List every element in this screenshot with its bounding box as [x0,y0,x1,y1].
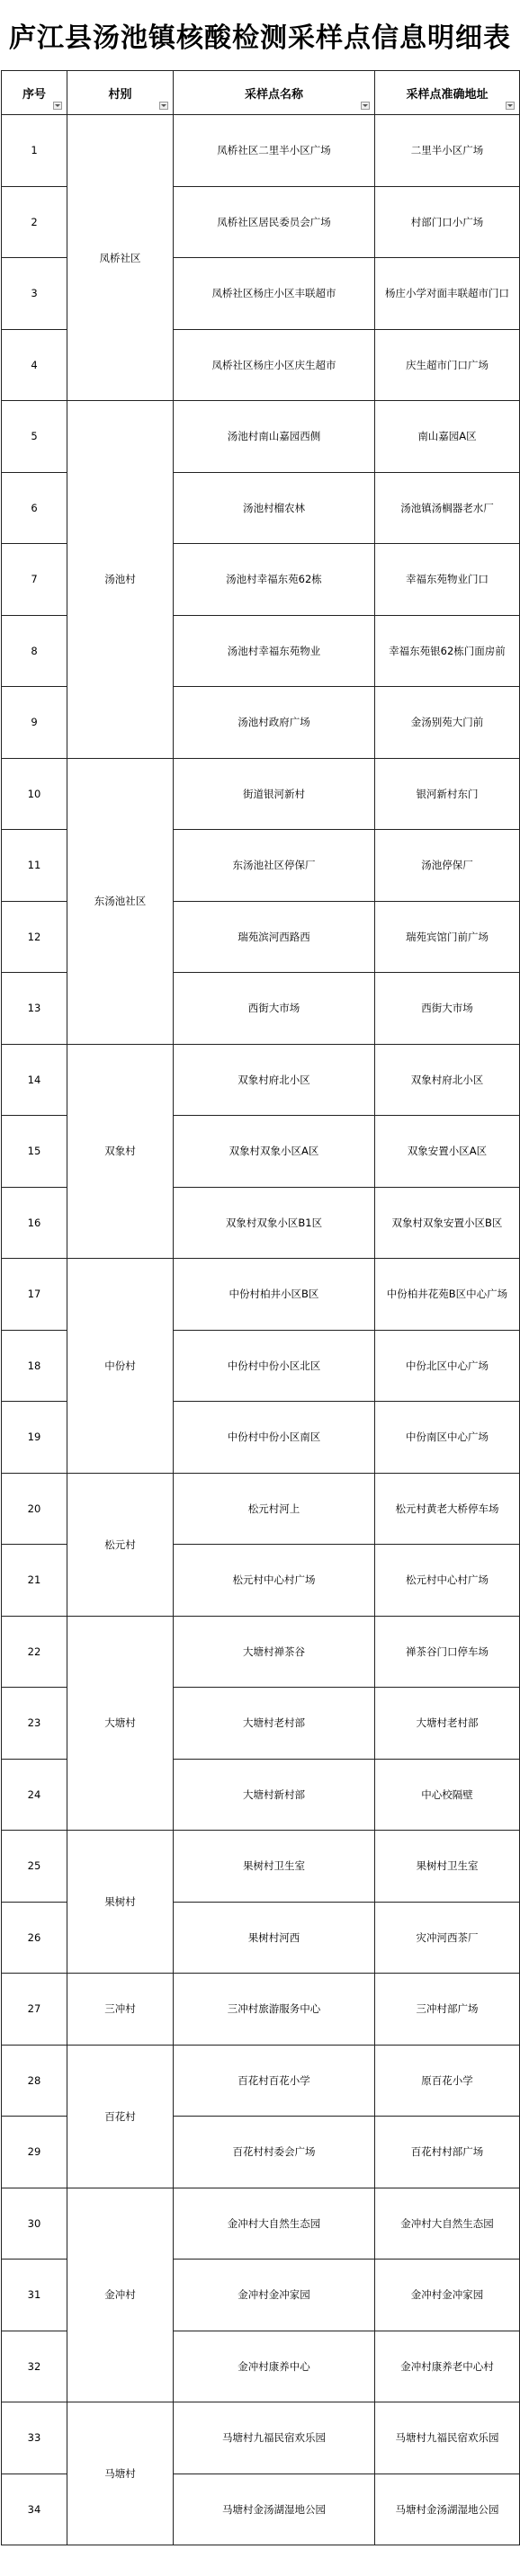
cell-no: 14 [2,1044,67,1116]
cell-site-name: 中份村中份小区北区 [174,1330,375,1402]
cell-site-name: 中份村柏井小区B区 [174,1259,375,1331]
filter-dropdown-icon[interactable] [159,102,168,110]
cell-site-name: 汤池村幸福东苑62栋 [174,544,375,616]
cell-site-name: 松元村中心村广场 [174,1545,375,1617]
cell-no: 28 [2,2045,67,2117]
cell-site-name: 汤池村南山嘉园西侧 [174,401,375,473]
cell-site-name: 凤桥社区二里半小区广场 [174,115,375,187]
cell-no: 33 [2,2402,67,2474]
cell-no: 13 [2,973,67,1045]
cell-site-name: 金冲村康养中心 [174,2331,375,2402]
cell-village: 金冲村 [67,2188,174,2402]
cell-village: 东汤池社区 [67,758,174,1044]
cell-no: 34 [2,2473,67,2545]
table-row [2,401,520,473]
cell-site-address: 禅茶谷门口停车场 [375,1616,520,1688]
header-village-label: 村别 [108,87,132,102]
cell-no: 24 [2,1759,67,1831]
cell-site-address: 金冲村康养老中心村 [375,2331,520,2402]
cell-site-address: 庆生超市门口广场 [375,329,520,401]
cell-village: 凤桥社区 [67,115,174,401]
cell-site-name: 中份村中份小区南区 [174,1402,375,1474]
cell-site-name: 街道银河新村 [174,758,375,830]
cell-site-name: 大塘村老村部 [174,1688,375,1760]
table-row [2,1974,520,2046]
cell-village: 汤池村 [67,401,174,759]
filter-dropdown-icon[interactable] [361,102,370,110]
cell-no: 17 [2,1259,67,1331]
cell-site-address: 中心校隔壁 [375,1759,520,1831]
cell-no: 23 [2,1688,67,1760]
cell-site-address: 金冲村大自然生态园 [375,2188,520,2260]
cell-no: 16 [2,1187,67,1259]
cell-site-name: 双象村双象小区B1区 [174,1187,375,1259]
cell-site-name: 汤池村榴农林 [174,472,375,544]
cell-site-address: 松元村中心村广场 [375,1545,520,1617]
header-no-label: 序号 [22,87,46,102]
table-row [2,758,520,830]
cell-no: 19 [2,1402,67,1474]
cell-no: 22 [2,1616,67,1688]
cell-site-name: 百花村百花小学 [174,2045,375,2117]
cell-no: 3 [2,258,67,330]
table-row [2,1259,520,1331]
cell-village: 大塘村 [67,1616,174,1831]
cell-site-address: 果树村卫生室 [375,1831,520,1903]
cell-site-name: 汤池村政府广场 [174,687,375,759]
cell-site-name: 松元村河上 [174,1473,375,1545]
table-row [2,1044,520,1116]
sampling-sites-table [1,70,520,2545]
cell-site-address: 汤池停保厂 [375,830,520,902]
cell-no: 6 [2,472,67,544]
header-no [2,71,67,115]
cell-no: 10 [2,758,67,830]
cell-site-name: 大塘村禅茶谷 [174,1616,375,1688]
cell-no: 27 [2,1974,67,2046]
cell-site-address: 马塘村金汤湖湿地公园 [375,2473,520,2545]
cell-site-name: 果树村卫生室 [174,1831,375,1903]
cell-site-address: 三冲村部广场 [375,1974,520,2046]
cell-site-address: 灾冲河西茶厂 [375,1902,520,1974]
header-site-address [375,71,520,115]
table-row [2,1616,520,1688]
cell-village: 果树村 [67,1831,174,1974]
cell-no: 29 [2,2117,67,2188]
cell-no: 2 [2,186,67,258]
cell-no: 30 [2,2188,67,2260]
cell-no: 9 [2,687,67,759]
cell-village: 百花村 [67,2045,174,2188]
cell-no: 18 [2,1330,67,1402]
cell-no: 1 [2,115,67,187]
cell-site-name: 三冲村旅游服务中心 [174,1974,375,2046]
header-site-name [174,71,375,115]
cell-site-address: 松元村黄老大桥停车场 [375,1473,520,1545]
cell-site-address: 幸福东苑物业门口 [375,544,520,616]
cell-no: 12 [2,901,67,973]
cell-village: 中份村 [67,1259,174,1474]
cell-site-address: 银河新村东门 [375,758,520,830]
table-row [2,1831,520,1903]
cell-site-address: 马塘村九福民宿欢乐园 [375,2402,520,2474]
cell-site-address: 金汤别苑大门前 [375,687,520,759]
cell-site-address: 中份北区中心广场 [375,1330,520,1402]
cell-site-address: 大塘村老村部 [375,1688,520,1760]
cell-site-address: 村部门口小广场 [375,186,520,258]
header-site-address-label: 采样点准确地址 [406,87,489,102]
cell-site-name: 西街大市场 [174,973,375,1045]
cell-no: 4 [2,329,67,401]
cell-site-name: 凤桥社区杨庄小区丰联超市 [174,258,375,330]
cell-site-name: 马塘村金汤湖湿地公园 [174,2473,375,2545]
cell-site-address: 双象村府北小区 [375,1044,520,1116]
table-row [2,1473,520,1545]
cell-site-name: 凤桥社区居民委员会广场 [174,186,375,258]
cell-no: 15 [2,1116,67,1188]
cell-site-name: 马塘村九福民宿欢乐园 [174,2402,375,2474]
filter-dropdown-icon[interactable] [506,102,515,110]
cell-site-address: 中份南区中心广场 [375,1402,520,1474]
cell-site-name: 凤桥社区杨庄小区庆生超市 [174,329,375,401]
cell-no: 26 [2,1902,67,1974]
table-body [2,115,520,2545]
cell-site-name: 百花村村委会广场 [174,2117,375,2188]
cell-site-name: 大塘村新村部 [174,1759,375,1831]
cell-no: 31 [2,2260,67,2331]
cell-no: 21 [2,1545,67,1617]
cell-site-address: 西街大市场 [375,973,520,1045]
cell-no: 11 [2,830,67,902]
table-row [2,2045,520,2117]
cell-site-address: 双象安置小区A区 [375,1116,520,1188]
cell-site-address: 南山嘉园A区 [375,401,520,473]
cell-site-name: 金冲村大自然生态园 [174,2188,375,2260]
cell-site-address: 百花村村部广场 [375,2117,520,2188]
header-site-name-label: 采样点名称 [244,87,303,102]
cell-site-address: 幸福东苑银62栋门面房前 [375,615,520,687]
cell-village: 松元村 [67,1473,174,1616]
cell-site-name: 东汤池社区停保厂 [174,830,375,902]
cell-site-name: 汤池村幸福东苑物业 [174,615,375,687]
cell-site-name: 果树村河西 [174,1902,375,1974]
cell-site-name: 双象村府北小区 [174,1044,375,1116]
cell-no: 5 [2,401,67,473]
cell-site-name: 双象村双象小区A区 [174,1116,375,1188]
table-row [2,115,520,187]
table-row [2,2402,520,2474]
table-row [2,2188,520,2260]
cell-no: 25 [2,1831,67,1903]
cell-site-address: 瑞苑宾馆门前广场 [375,901,520,973]
cell-site-address: 金冲村金冲家园 [375,2260,520,2331]
cell-site-address: 中份柏井花苑B区中心广场 [375,1259,520,1331]
cell-no: 8 [2,615,67,687]
filter-dropdown-icon[interactable] [53,102,62,110]
cell-village: 马塘村 [67,2402,174,2545]
cell-village: 双象村 [67,1044,174,1259]
page-title: 庐江县汤池镇核酸检测采样点信息明细表 [9,22,511,54]
cell-site-address: 杨庄小学对面丰联超市门口 [375,258,520,330]
cell-site-address: 双象村双象安置小区B区 [375,1187,520,1259]
cell-no: 7 [2,544,67,616]
cell-no: 20 [2,1473,67,1545]
cell-site-address: 原百花小学 [375,2045,520,2117]
cell-site-address: 汤池镇汤榈器老水厂 [375,472,520,544]
cell-no: 32 [2,2331,67,2402]
header-row [2,71,520,115]
cell-site-name: 金冲村金冲家园 [174,2260,375,2331]
cell-site-address: 二里半小区广场 [375,115,520,187]
header-village [67,71,174,115]
cell-site-name: 瑞苑滨河西路西 [174,901,375,973]
cell-village: 三冲村 [67,1974,174,2046]
